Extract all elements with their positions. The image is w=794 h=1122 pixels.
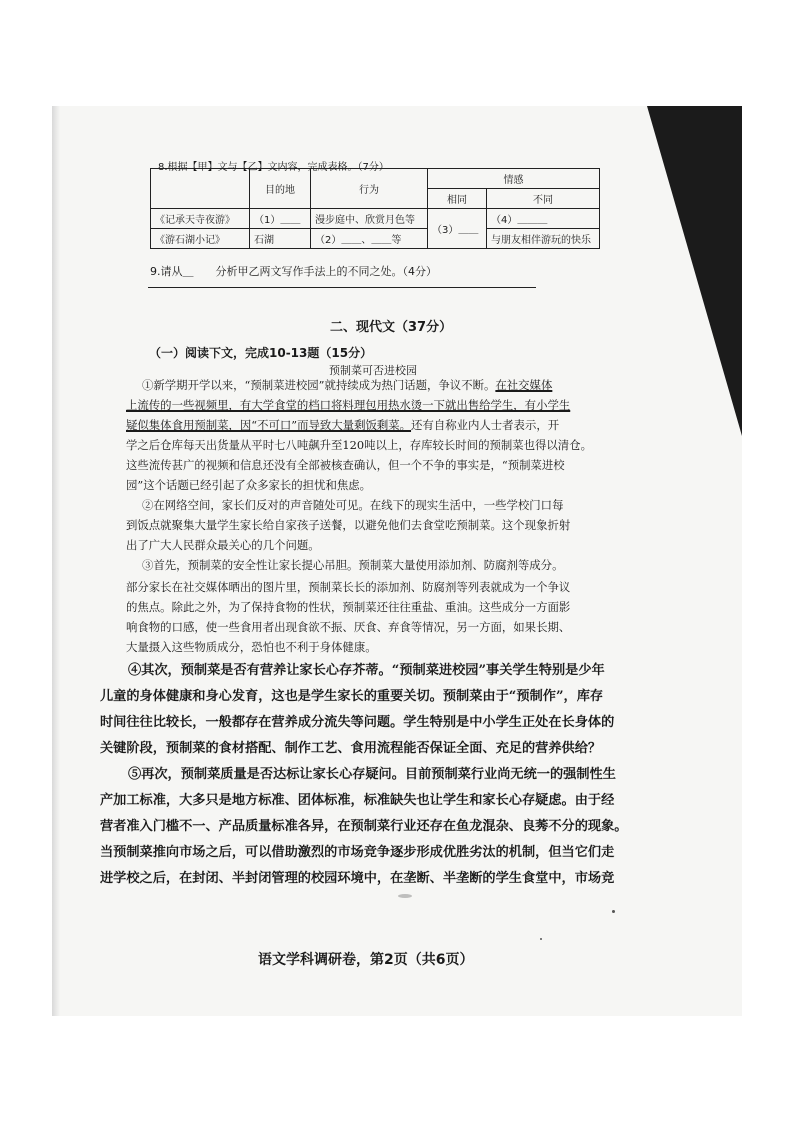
page-footer: 语文学科调研卷，第2页（共6页） [258,952,474,968]
row2-title: 《游石湖小记》 [151,229,250,249]
text-segment: 园”这个话题已经引起了众多家长的担忧和焦虑。 [126,478,372,492]
article-line [126,520,570,531]
comparison-table [150,168,600,249]
article-line: 关键阶段，预制菜的食材搭配、制作工艺、食用流程能否保证全面、充足的营养供给？ [100,741,602,756]
row2-diff: 与朋友相伴游玩的快乐 [487,229,600,249]
underlined-text: 在社交媒体 [495,378,553,392]
row2-action-blank: （2）＿＿、＿＿等 [311,229,428,249]
scan-smudge [398,894,412,898]
text-segment: 出了广大人民群众最关心的几个问题。 [126,538,320,552]
article-line [126,440,592,451]
article-line [142,380,552,391]
scan-edge-shadow [52,106,60,1016]
text-segment: ③首先，预制菜的安全性让家长提心吊胆。预制菜大量使用添加剂、防腐剂等成分。 [142,558,564,572]
article-line: 产加工标准，大多只是地方标准、团体标准，标准缺失也让学生和家长心存疑虑。由于经 [100,793,615,808]
question-9: 9.请从＿ 分析甲乙两文写作手法上的不同之处。（4分） [150,265,437,278]
row1-title: 《记承天寺夜游》 [151,209,250,229]
article-line [126,540,320,551]
header-destination: 目的地 [250,169,311,209]
scan-speck [540,938,542,940]
article-title: 预制菜可否进校园 [329,364,417,377]
shared-feeling-blank: （3）＿＿ [428,209,487,249]
header-different: 不同 [487,189,600,209]
text-segment: 响食物的口感，使一些食用者出现食欲不振、厌食、弃食等情况，另一方面，如果长期、 [126,620,571,634]
article-line: 进学校之后，在封闭、半封闭管理的校园环境中，在垄断、半垄断的学生食堂中，市场竞 [100,871,615,886]
article-line [126,622,570,633]
article-line [126,460,565,471]
scan-speck [612,910,615,913]
underlined-text: 疑似集体食用预制菜，因“不可口”而导致大量剩饭剩菜。 [126,418,412,432]
scanned-page [52,106,742,1016]
article-line [126,400,570,411]
article-line: 当预制菜推向市场之后，可以借助激烈的市场竞争逐步形成优胜劣汰的机制，但当它们走 [100,845,615,860]
text-segment: ①新学期开学以来，“预制菜进校园”就持续成为热门话题，争议不断。 [142,378,496,392]
article-line [126,642,377,653]
row1-action: 漫步庭中、欣赏月色等 [311,209,428,229]
header-feeling: 情感 [428,169,600,189]
article-line [142,500,563,511]
subsection-heading: （一）阅读下文，完成10-13题（15分） [149,346,373,360]
underlined-text: 上流传的一些视频里，有大学食堂的档口将料理包用热水烫一下就出售给学生，有小学生 [126,398,571,412]
text-segment: 学之后仓库每天出货量从平时七八吨飙升至120吨以上，存库较长时间的预制菜也得以清仓。 [126,438,592,452]
text-segment: 的焦点。除此之外，为了保持食物的性状，预制菜还往往重盐、重油。这些成分一方面影 [126,600,571,614]
article-line [126,582,570,593]
row2-destination: 石湖 [250,229,311,249]
text-segment: ②在网络空间，家长们反对的声音随处可见。在线下的现实生活中，一些学校门口每 [142,498,564,512]
article-line: ⑤再次，预制菜质量是否达标让家长心存疑问。目前预制菜行业尚无统一的强制性生 [128,767,616,782]
row1-diff-blank: （4）＿＿＿ [487,209,600,229]
article-line [142,560,563,571]
article-line: 营者准入门槛不一、产品质量标准各异，在预制菜行业还存在鱼龙混杂、良莠不分的现象。 [100,819,628,834]
text-segment: 这些流传甚广的视频和信息还没有全部被核查确认，但一个不争的事实是，“预制菜进校 [126,458,565,472]
article-line: 时间往往比较长，一般都存在营养成分流失等问题。学生特别是中小学生正处在长身体的 [100,715,615,730]
answer-line [148,287,536,288]
article-line [126,480,371,491]
text-segment: 大量摄入这些物质成分，恐怕也不利于身体健康。 [126,640,377,654]
text-segment: 部分家长在社交媒体晒出的图片里，预制菜长长的添加剂、防腐剂等列表就成为一个争议 [126,580,571,594]
scan-dark-corner [647,106,742,436]
question-8: 8.根据【甲】文与【乙】文内容，完成表格。（7分） [158,162,389,173]
text-segment: 还有自称业内人士者表示，开 [411,418,560,432]
header-action: 行为 [311,169,428,209]
text-segment: 到饭点就聚集大量学生家长给自家孩子送餐，以避免他们去食堂吃预制菜。这个现象折射 [126,518,571,532]
header-same: 相同 [428,189,487,209]
article-line [126,602,570,613]
article-line: 儿童的身体健康和身心发育，这也是学生家长的重要关切。预制菜由于“预制作”，库存 [100,689,604,704]
row1-destination-blank: （1）＿＿ [250,209,311,229]
article-line: ④其次，预制菜是否有营养让家长心存芥蒂。“预制菜进校园”事关学生特别是少年 [128,663,605,678]
article-line [126,420,559,431]
section-heading: 二、现代文（37分） [330,320,453,335]
